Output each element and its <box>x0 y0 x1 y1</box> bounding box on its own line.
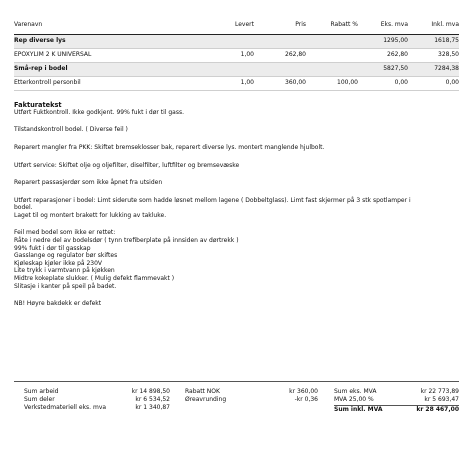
table-cell: 328,50 <box>411 48 459 62</box>
paragraph-gap <box>14 134 459 144</box>
table-cell: 0,00 <box>361 76 411 90</box>
table-row <box>14 48 459 62</box>
paragraph-gap <box>14 169 459 179</box>
fakturatekst-line: bodel. <box>14 204 33 212</box>
rabatt-value: kr 360,00 <box>289 388 318 395</box>
fakturatekst-section <box>14 101 459 308</box>
table-cell <box>309 62 361 76</box>
table-cell: 262,80 <box>361 48 411 62</box>
table-cell: 1618,75 <box>411 34 459 48</box>
sum-arbeid-value: kr 14 898,50 <box>131 388 170 395</box>
fakturatekst-line: Reparert mangler fra PKK: Skiftet bremseklosser bak, reparert diverse lys. montert manglende hjulbolt. <box>14 143 325 151</box>
invoice-lines-table <box>14 16 459 91</box>
fakturatekst-line: Kjøleskap kjøler ikke på 230V <box>14 259 103 267</box>
header-rabatt: Rabatt % <box>309 16 361 34</box>
table-cell: 0,00 <box>411 76 459 90</box>
table-cell: 5827,50 <box>361 62 411 76</box>
header-levert: Levert <box>189 16 257 34</box>
table-group-row <box>14 62 459 76</box>
table-group-row <box>14 34 459 48</box>
table-cell: 1295,00 <box>361 34 411 48</box>
fakturatekst-line: Utført service: Skiftet olje og oljefilter, diselfilter, luftfilter og bremsevæske <box>14 161 240 169</box>
header-eks-mva: Eks. mva <box>361 16 411 34</box>
table-cell <box>189 62 257 76</box>
fakturatekst-line: Slitasje i kanter på speil på badet. <box>14 282 117 290</box>
paragraph-gap <box>14 219 459 229</box>
table-row <box>14 76 459 90</box>
table-cell <box>257 62 309 76</box>
table-cell: EPOXYLIM 2 K UNIVERSAL <box>14 48 189 62</box>
paragraph-gap <box>14 152 459 162</box>
sum-inkl-mva-value: kr 28 467,00 <box>416 406 459 413</box>
fakturatekst-line: Gasslange og regulator bør skiftes <box>14 252 118 260</box>
paragraph-gap <box>14 116 459 126</box>
rabatt-label: Rabatt NOK <box>185 388 220 395</box>
sum-deler-label: Sum deler <box>24 396 55 403</box>
fakturatekst-line: Tilstandskontroll bodel. ( Diverse feil ) <box>14 126 128 134</box>
fakturatekst-line: Reparert passasjerdør som ikke åpnet fra utsiden <box>14 179 163 187</box>
header-pris: Pris <box>257 16 309 34</box>
fakturatekst-line: Lite trykk i varmtvann på kjøkken <box>14 267 115 275</box>
mva-value: kr 5 693,47 <box>424 396 459 403</box>
fakturatekst-line: Laget til og montert brakett for lukking av takluke. <box>14 211 167 219</box>
fakturatekst-line: Råte i nedre del av bodelsdør ( tynn trefiberplate på innsiden av dørtrekk ) <box>14 237 239 245</box>
fakturatekst-line: Feil med bodel som ikke er rettet: <box>14 229 116 237</box>
table-cell: 262,80 <box>257 48 309 62</box>
paragraph-gap <box>14 290 459 300</box>
oreavrunding-label: Øreavrunding <box>185 396 227 403</box>
table-cell: 1,00 <box>189 48 257 62</box>
verkstedmateriell-label: Verkstedmateriell eks. mva <box>24 404 107 411</box>
fakturatekst-body <box>14 109 459 308</box>
table-cell: Rep diverse lys <box>14 34 189 48</box>
fakturatekst-line: 99% fukt i dør til gasskap <box>14 244 91 252</box>
sum-arbeid-label: Sum arbeid <box>24 388 59 395</box>
fakturatekst-line: Utført reparasjoner i bodel: Limt siderute som hadde løsnet mellom lagene ( Dobbeltglass). Limt fast skjermer på 3 stk spotlamper i <box>14 196 411 204</box>
mva-label: MVA 25,00 % <box>334 396 374 403</box>
oreavrunding-value: -kr 0,36 <box>294 396 318 403</box>
fakturatekst-line: Midtre kokeplate slukker. ( Mulig defekt flammevakt ) <box>14 275 175 283</box>
sum-deler-value: kr 6 534,52 <box>135 396 170 403</box>
table-cell: 100,00 <box>309 76 361 90</box>
table-cell: Små-rep i bodel <box>14 62 189 76</box>
table-cell <box>309 34 361 48</box>
sum-eks-mva-label: Sum eks. MVA <box>334 388 377 395</box>
table-cell <box>189 34 257 48</box>
fakturatekst-line: Utført Fuktkontroll. Ikke godkjent. 99% fukt i dør til gass. <box>14 108 185 116</box>
paragraph-gap <box>14 187 459 197</box>
table-cell: 7284,38 <box>411 62 459 76</box>
table-header-row <box>14 16 459 34</box>
table-cell: 1,00 <box>189 76 257 90</box>
sum-eks-mva-value: kr 22 773,89 <box>420 388 459 395</box>
fakturatekst-line: NB! Høyre bakdekk er defekt <box>14 300 102 308</box>
table-cell <box>257 34 309 48</box>
sum-inkl-mva-label: Sum inkl. MVA <box>334 406 383 413</box>
verkstedmateriell-value: kr 1 340,87 <box>135 404 170 411</box>
table-cell <box>309 48 361 62</box>
invoice-summary <box>14 381 459 421</box>
table-cell: 360,00 <box>257 76 309 90</box>
header-varenavn: Varenavn <box>14 16 189 34</box>
table-cell: Etterkontroll personbil <box>14 76 189 90</box>
header-inkl-mva: Inkl. mva <box>411 16 459 34</box>
fakturatekst-title: Fakturatekst <box>14 100 62 109</box>
